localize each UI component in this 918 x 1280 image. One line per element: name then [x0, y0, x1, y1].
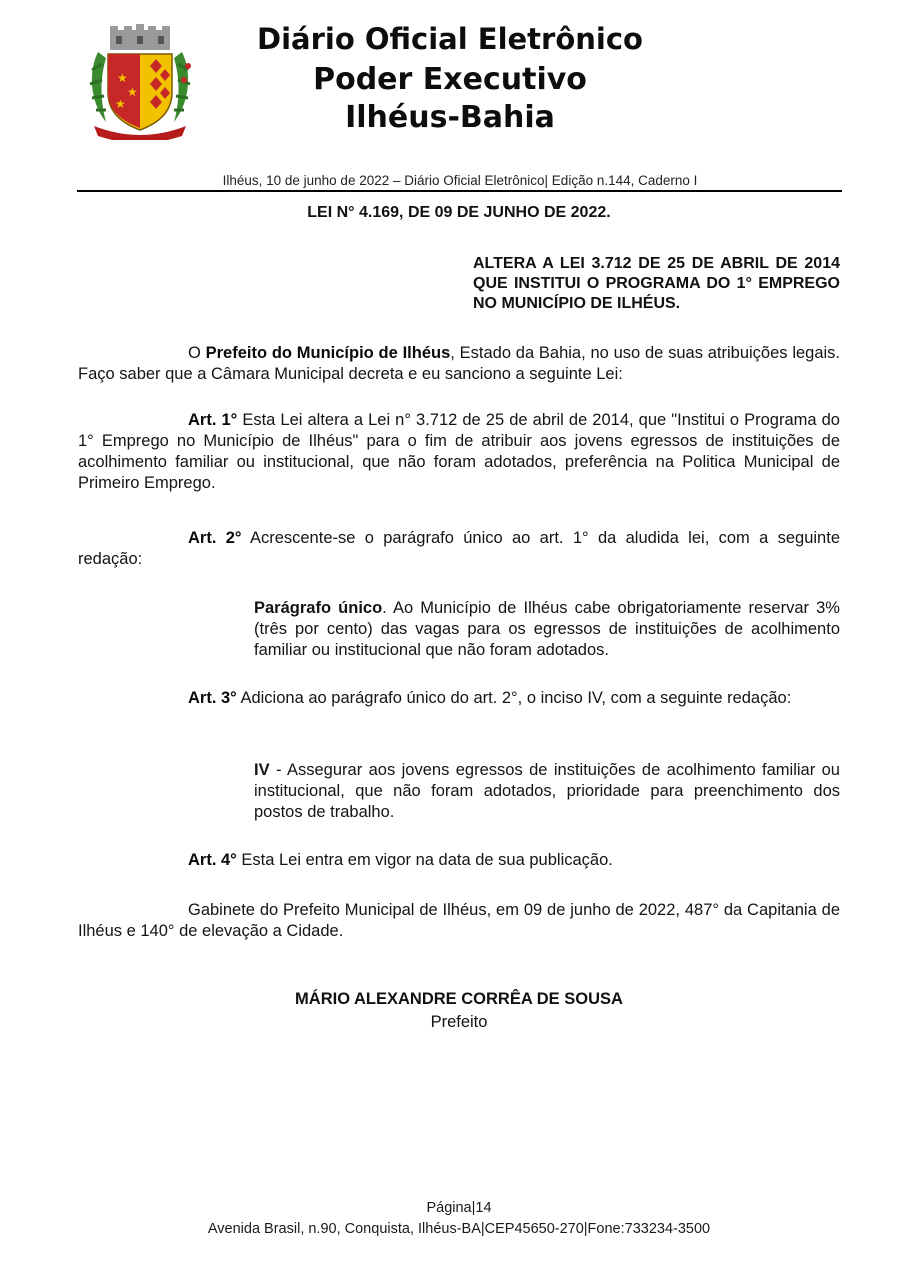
closing-paragraph: Gabinete do Prefeito Municipal de Ilhéus, em 09 de junho de 2022, 487° da Capitania de Ilhéus e 140° de elevação a Cidade.: [78, 901, 840, 940]
municipal-coat-of-arms-icon: [84, 22, 196, 140]
article-2-label: Art. 2°: [188, 529, 242, 547]
svg-text:★: ★: [127, 85, 138, 99]
svg-text:★: ★: [117, 71, 128, 85]
article-3-label: Art. 3°: [188, 689, 237, 707]
masthead-title: Diário Oficial Eletrônico: [257, 22, 643, 56]
article-1: Art. 1° Esta Lei altera a Lei n° 3.712 de 25 de abril de 2014, que "Institui o Programa do 1° Emprego no Município de Ilhéus" para o fim de atribuir aos jovens egressos de instituições de acolhimento familiar ou institucional, que não foram adotados, preferência na Politica Municipal de Primeiro Emprego.: [78, 411, 840, 492]
law-summary: ALTERA A LEI 3.712 DE 25 DE ABRIL DE 2014 QUE INSTITUI O PROGRAMA DO 1° EMPREGO NO MUNICÍPIO DE ILHÉUS.: [473, 255, 840, 312]
article-3: Art. 3° Adiciona ao parágrafo único do art. 2°, o inciso IV, com a seguinte redação:: [188, 689, 792, 707]
edition-line: Ilhéus, 10 de junho de 2022 – Diário Oficial Eletrônico| Edição n.144, Caderno I: [222, 173, 698, 188]
signatory-name: MÁRIO ALEXANDRE CORRÊA DE SOUSA: [295, 990, 623, 1008]
law-title: LEI N° 4.169, DE 09 DE JUNHO DE 2022.: [307, 204, 611, 221]
masthead-subtitle: Poder Executivo: [313, 62, 587, 97]
article-2: Art. 2° Acrescente-se o parágrafo único ao art. 1° da aludida lei, com a seguinte redação:: [78, 529, 840, 568]
masthead-city: Ilhéus-Bahia: [345, 100, 555, 135]
preamble-paragraph: O Prefeito do Município de Ilhéus, Estado da Bahia, no uso de suas atribuições legais. Faço saber que a Câmara Municipal decreta e eu sanciono a seguinte Lei:: [78, 344, 841, 383]
sole-paragraph: Parágrafo único. Ao Município de Ilhéus cabe obrigatoriamente reservar 3% (três por cento) das vagas para os egressos de instituições de acolhimento familiar ou institucional que não foram adotados.: [254, 599, 840, 659]
item-iv: IV - Assegurar aos jovens egressos de instituições de acolhimento familiar ou institucional, que não foram adotados, prioridade para preenchimento dos postos de trabalho.: [254, 761, 840, 821]
article-4-label: Art. 4°: [188, 851, 237, 869]
article-1-label: Art. 1°: [188, 411, 238, 429]
header-divider: [77, 190, 842, 192]
footer-address: Avenida Brasil, n.90, Conquista, Ilhéus-BA|CEP45650-270|Fone:733234-3500: [207, 1221, 711, 1237]
page-number: Página|14: [426, 1200, 492, 1216]
signatory-role: Prefeito: [430, 1013, 488, 1031]
item-iv-label: IV: [254, 761, 270, 779]
sole-paragraph-label: Parágrafo único: [254, 599, 383, 617]
svg-text:★: ★: [115, 97, 126, 111]
article-4: Art. 4° Esta Lei entra em vigor na data de sua publicação.: [188, 851, 613, 869]
preamble-bold: Prefeito do Município de Ilhéus: [205, 344, 451, 362]
